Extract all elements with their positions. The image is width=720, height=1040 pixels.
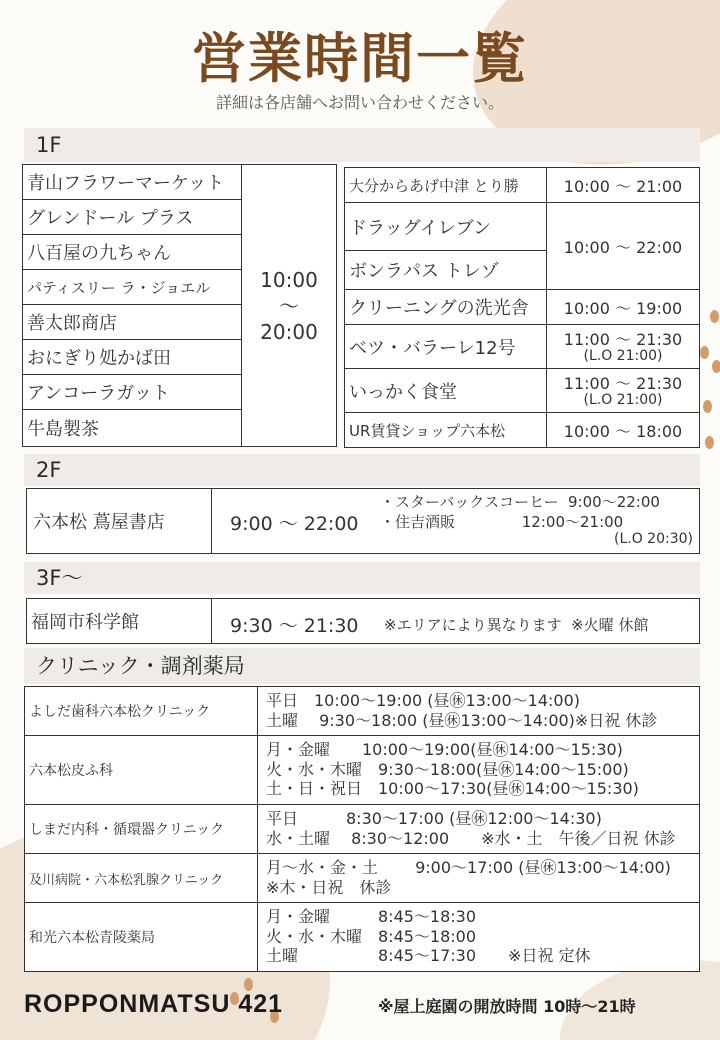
store-1f-left: パティスリー ラ・ジョエル bbox=[22, 269, 242, 305]
rooftop-garden-hours: ※屋上庭園の開放時間 10時～21時 bbox=[378, 997, 636, 1016]
store-3f: 福岡市科学館 bbox=[26, 598, 212, 644]
hours-1f-right: 10:00 ～ 18:00 bbox=[546, 412, 700, 448]
clinic-schedule: 月・金曜 8:45～18:30 火・水・木曜 8:45～18:00 土曜 8:45～17:30 ※日祝 定休 bbox=[257, 902, 700, 972]
store-1f-left: 善太郎商店 bbox=[22, 304, 242, 340]
hours-1f-right: 10:00 ～ 22:00 bbox=[546, 202, 700, 290]
hours-close: 20:00 bbox=[260, 319, 318, 344]
store-1f-right: UR賃貸ショップ六本松 bbox=[344, 412, 547, 448]
store-1f-left: グレンドール プラス bbox=[22, 199, 242, 235]
clinic-name: よしだ歯科六本松クリニック bbox=[24, 686, 258, 736]
subtenant-line: ・スターバックスコーヒー 9:00～22:00 bbox=[380, 493, 660, 511]
store-1f-left: アンコーラガット bbox=[22, 374, 242, 410]
decorative-dot bbox=[712, 360, 720, 373]
last-order-note: (L.O 20:30) bbox=[614, 531, 693, 547]
store-1f-right: クリーニングの洗光舎 bbox=[344, 289, 547, 325]
clinic-name: しまだ内科・循環器クリニック bbox=[24, 804, 258, 854]
clinic-schedule: 平日 8:30～17:00 (昼㊡12:00～14:30) 水・土曜 8:30～12:00 ※水・土 午後／日祝 休診 bbox=[257, 804, 700, 854]
clinic-schedule: 月・金曜 10:00～19:00(昼㊡14:00～15:30) 火・水・木曜 9:30～18:00(昼㊡14:00～15:00) 土・日・祝日 10:00～17:30(昼㊡14:00～15:30) bbox=[257, 735, 700, 805]
store-1f-right: いっかく食堂 bbox=[344, 368, 547, 413]
floor-3-header: 3F～ bbox=[24, 562, 700, 594]
clinic-schedule: 平日 10:00～19:00 (昼㊡13:00～14:00) 土曜 9:30～18:00 (昼㊡13:00～14:00)※日祝 休診 bbox=[257, 686, 700, 736]
last-order-note: (L.O 21:00) bbox=[583, 392, 663, 408]
hours-1f-right bbox=[546, 324, 700, 369]
clinic-schedule: 月～水・金・土 9:00～17:00 (昼㊡13:00～14:00) ※木・日祝 休診 bbox=[257, 853, 700, 903]
store-1f-right: ベツ・バラーレ12号 bbox=[344, 324, 547, 369]
store-1f-left: おにぎり処かば田 bbox=[22, 339, 242, 375]
decorative-dot bbox=[705, 436, 714, 449]
store-1f-left: 牛島製茶 bbox=[22, 409, 242, 447]
hours-text: 11:00 ～ 21:30 bbox=[563, 374, 683, 393]
decorative-dot bbox=[700, 346, 709, 359]
store-1f-right: ボンラパス トレゾ bbox=[344, 250, 547, 290]
clinic-header: クリニック・調剤薬局 bbox=[24, 648, 700, 684]
floor-1-header: 1F bbox=[24, 128, 700, 162]
decorative-dot bbox=[710, 310, 719, 323]
store-1f-left: 青山フラワーマーケット bbox=[22, 164, 242, 200]
hours-3f: 9:30 ～ 21:30 bbox=[230, 615, 359, 637]
hours-1f-right bbox=[546, 368, 700, 413]
last-order-note: (L.O 21:00) bbox=[583, 348, 663, 364]
clinic-name: 及川病院・六本松乳腺クリニック bbox=[24, 853, 258, 903]
hours-text: 11:00 ～ 21:30 bbox=[563, 330, 683, 349]
subtenant-line: ・住吉酒販 12:00～21:00 bbox=[380, 513, 624, 531]
hours-2f: 9:00 ～ 22:00 bbox=[230, 513, 359, 535]
hours-1f-right: 10:00 ～ 19:00 bbox=[546, 289, 700, 325]
store-2f: 六本松 蔦屋書店 bbox=[26, 488, 212, 554]
hours-open: 10:00 bbox=[260, 267, 318, 292]
clinic-name: 六本松皮ふ科 bbox=[24, 735, 258, 805]
hours-3f-note: ※エリアにより異なります ※火曜 休館 bbox=[384, 616, 649, 634]
page-title: 営業時間一覧 bbox=[192, 27, 528, 90]
store-1f-left: 八百屋の九ちゃん bbox=[22, 234, 242, 270]
store-1f-right: 大分からあげ中津 とり勝 bbox=[344, 167, 547, 203]
hours-separator: ～ bbox=[279, 293, 299, 318]
store-1f-right: ドラッグイレブン bbox=[344, 202, 547, 251]
decorative-dot bbox=[703, 400, 712, 413]
hours-1f-left bbox=[241, 164, 337, 447]
hours-1f-right: 10:00 ～ 21:00 bbox=[546, 167, 700, 203]
page-subtitle: 詳細は各店舗へお問い合わせください。 bbox=[215, 93, 504, 112]
brand-logo: ROPPONMATSU 421 bbox=[24, 990, 284, 1018]
clinic-name: 和光六本松青陵薬局 bbox=[24, 902, 258, 972]
floor-2-header: 2F bbox=[24, 454, 700, 486]
hours-3f-row bbox=[211, 598, 700, 644]
hours-2f-row bbox=[211, 488, 700, 554]
